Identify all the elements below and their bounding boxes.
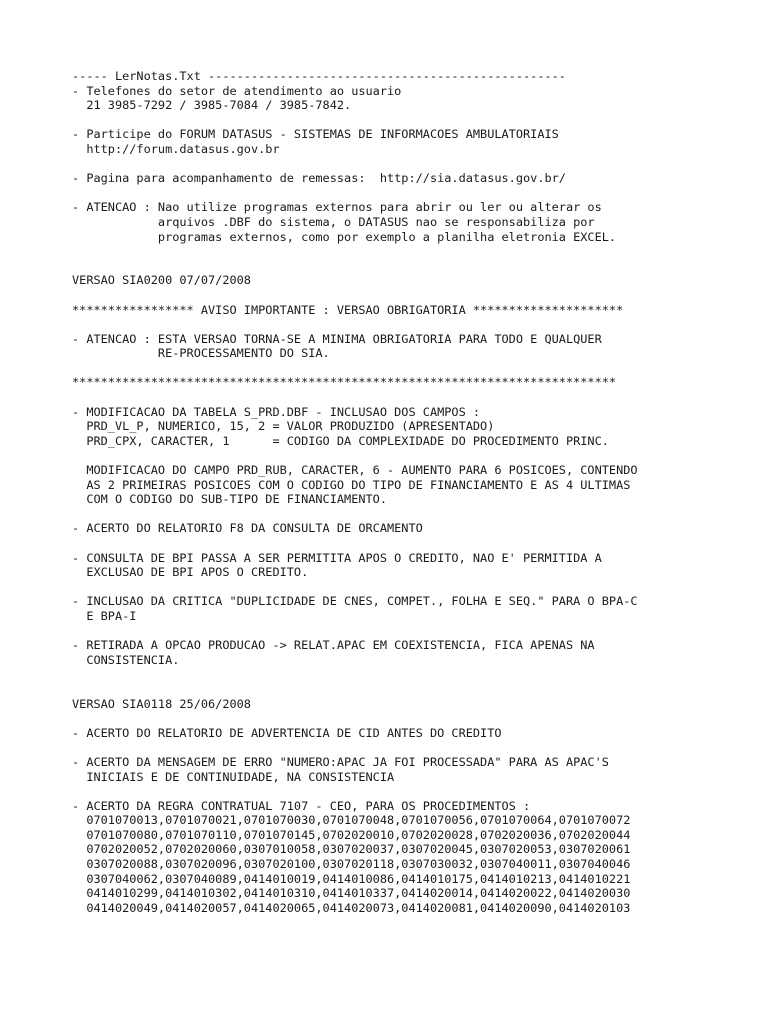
document-line [72,624,762,639]
document-line: programas externos, como por exemplo a planilha eletronia EXCEL. [72,229,617,244]
document-line: 21 3985-7292 / 3985-7084 / 3985-7842. [72,98,352,113]
document-line: AS 2 PRIMEIRAS POSICOES COM O CODIGO DO TIPO DE FINANCIAMENTO E AS 4 ULTIMAS [72,477,631,492]
document-line: 0701070080,0701070110,0701070145,0702020010,0702020028,0702020036,0702020044 [72,827,631,842]
document-line: 0701070013,0701070021,0701070030,0701070048,0701070056,0701070064,0701070072 [72,813,631,828]
document-line [72,244,762,259]
document-line: - ACERTO DO RELATORIO F8 DA CONSULTA DE ORCAMENTO [72,521,423,536]
document-line: EXCLUSAO DE BPI APOS O CREDITO. [72,565,309,580]
document-line [72,288,762,303]
document-line [72,113,762,128]
document-line [72,390,762,405]
document-line: - ACERTO DA MENSAGEM DE ERRO "NUMERO:APAC JA FOI PROCESSADA" PARA AS APAC'S [72,754,609,769]
document-line: - Pagina para acompanhamento de remessas: http://sia.datasus.gov.br/ [72,171,566,186]
document-line: - Telefones do setor de atendimento ao usuario [72,83,402,98]
document-line: RE-PROCESSAMENTO DO SIA. [72,346,330,361]
document-line: - ATENCAO : Nao utilize programas externos para abrir ou ler ou alterar os [72,200,602,215]
document-line [72,536,762,551]
document-line: MODIFICACAO DO CAMPO PRD_RUB, CARACTER, 6 - AUMENTO PARA 6 POSICOES, CONTENDO [72,463,638,478]
document-line: 0414020049,0414020057,0414020065,0414020073,0414020081,0414020090,0414020103 [72,900,631,915]
document-line [72,784,762,799]
document-line: 0414010299,0414010302,0414010310,0414010337,0414020014,0414020022,0414020030 [72,886,631,901]
document-line: CONSISTENCIA. [72,652,180,667]
document-line: **************************************************************************** [72,375,617,390]
document-line: COM O CODIGO DO SUB-TIPO DE FINANCIAMENTO. [72,492,387,507]
document-line [72,448,762,463]
document-line [72,740,762,755]
document-line: E BPA-I [72,608,137,623]
document-line: - ATENCAO : ESTA VERSAO TORNA-SE A MINIMA OBRIGATORIA PARA TODO E QUALQUER [72,331,602,346]
document-line: - ACERTO DO RELATORIO DE ADVERTENCIA DE CID ANTES DO CREDITO [72,725,502,740]
document-text [72,69,762,915]
document-line: arquivos .DBF do sistema, o DATASUS nao se responsabiliza por [72,214,595,229]
document-line [72,157,762,172]
document-line: INICIAIS E DE CONTINUIDADE, NA CONSISTENCIA [72,769,395,784]
document-line [72,711,762,726]
document-line [72,317,762,332]
document-line: 0702020052,0702020060,0307010058,0307020037,0307020045,0307020053,0307020061 [72,842,631,857]
document-line [72,186,762,201]
document-line: PRD_VL_P, NUMERICO, 15, 2 = VALOR PRODUZIDO (APRESENTADO) [72,419,495,434]
document-line: VERSAO SIA0118 25/06/2008 [72,696,251,711]
document-line: - Participe do FORUM DATASUS - SISTEMAS DE INFORMACOES AMBULATORIAIS [72,127,559,142]
document-line: 0307020088,0307020096,0307020100,0307020118,0307030032,0307040011,0307040046 [72,857,631,872]
document-line: ***************** AVISO IMPORTANTE : VERSAO OBRIGATORIA ********************* [72,302,624,317]
document-line: ----- LerNotas.Txt -------------------------------------------------- [72,69,566,83]
document-line [72,682,762,697]
document-line: VERSAO SIA0200 07/07/2008 [72,273,251,288]
document-line: - ACERTO DA REGRA CONTRATUAL 7107 - CEO, PARA OS PROCEDIMENTOS : [72,798,531,813]
document-line [72,667,762,682]
document-line [72,580,762,595]
document-line: - CONSULTA DE BPI PASSA A SER PERMITITA APOS O CREDITO, NAO E' PERMITIDA A [72,550,602,565]
document-line [72,507,762,522]
document-line: http://forum.datasus.gov.br [72,141,280,156]
document-line [72,259,762,274]
document-line: - MODIFICACAO DA TABELA S_PRD.DBF - INCLUSAO DOS CAMPOS : [72,404,481,419]
document-line: PRD_CPX, CARACTER, 1 = CODIGO DA COMPLEXIDADE DO PROCEDIMENTO PRINC. [72,433,609,448]
document-line [72,361,762,376]
document-line: - INCLUSAO DA CRITICA "DUPLICIDADE DE CNES, COMPET., FOLHA E SEQ." PARA O BPA-C [72,594,638,609]
document-line: 0307040062,0307040089,0414010019,0414010086,0414010175,0414010213,0414010221 [72,871,631,886]
document-line: - RETIRADA A OPCAO PRODUCAO -> RELAT.APAC EM COEXISTENCIA, FICA APENAS NA [72,638,595,653]
